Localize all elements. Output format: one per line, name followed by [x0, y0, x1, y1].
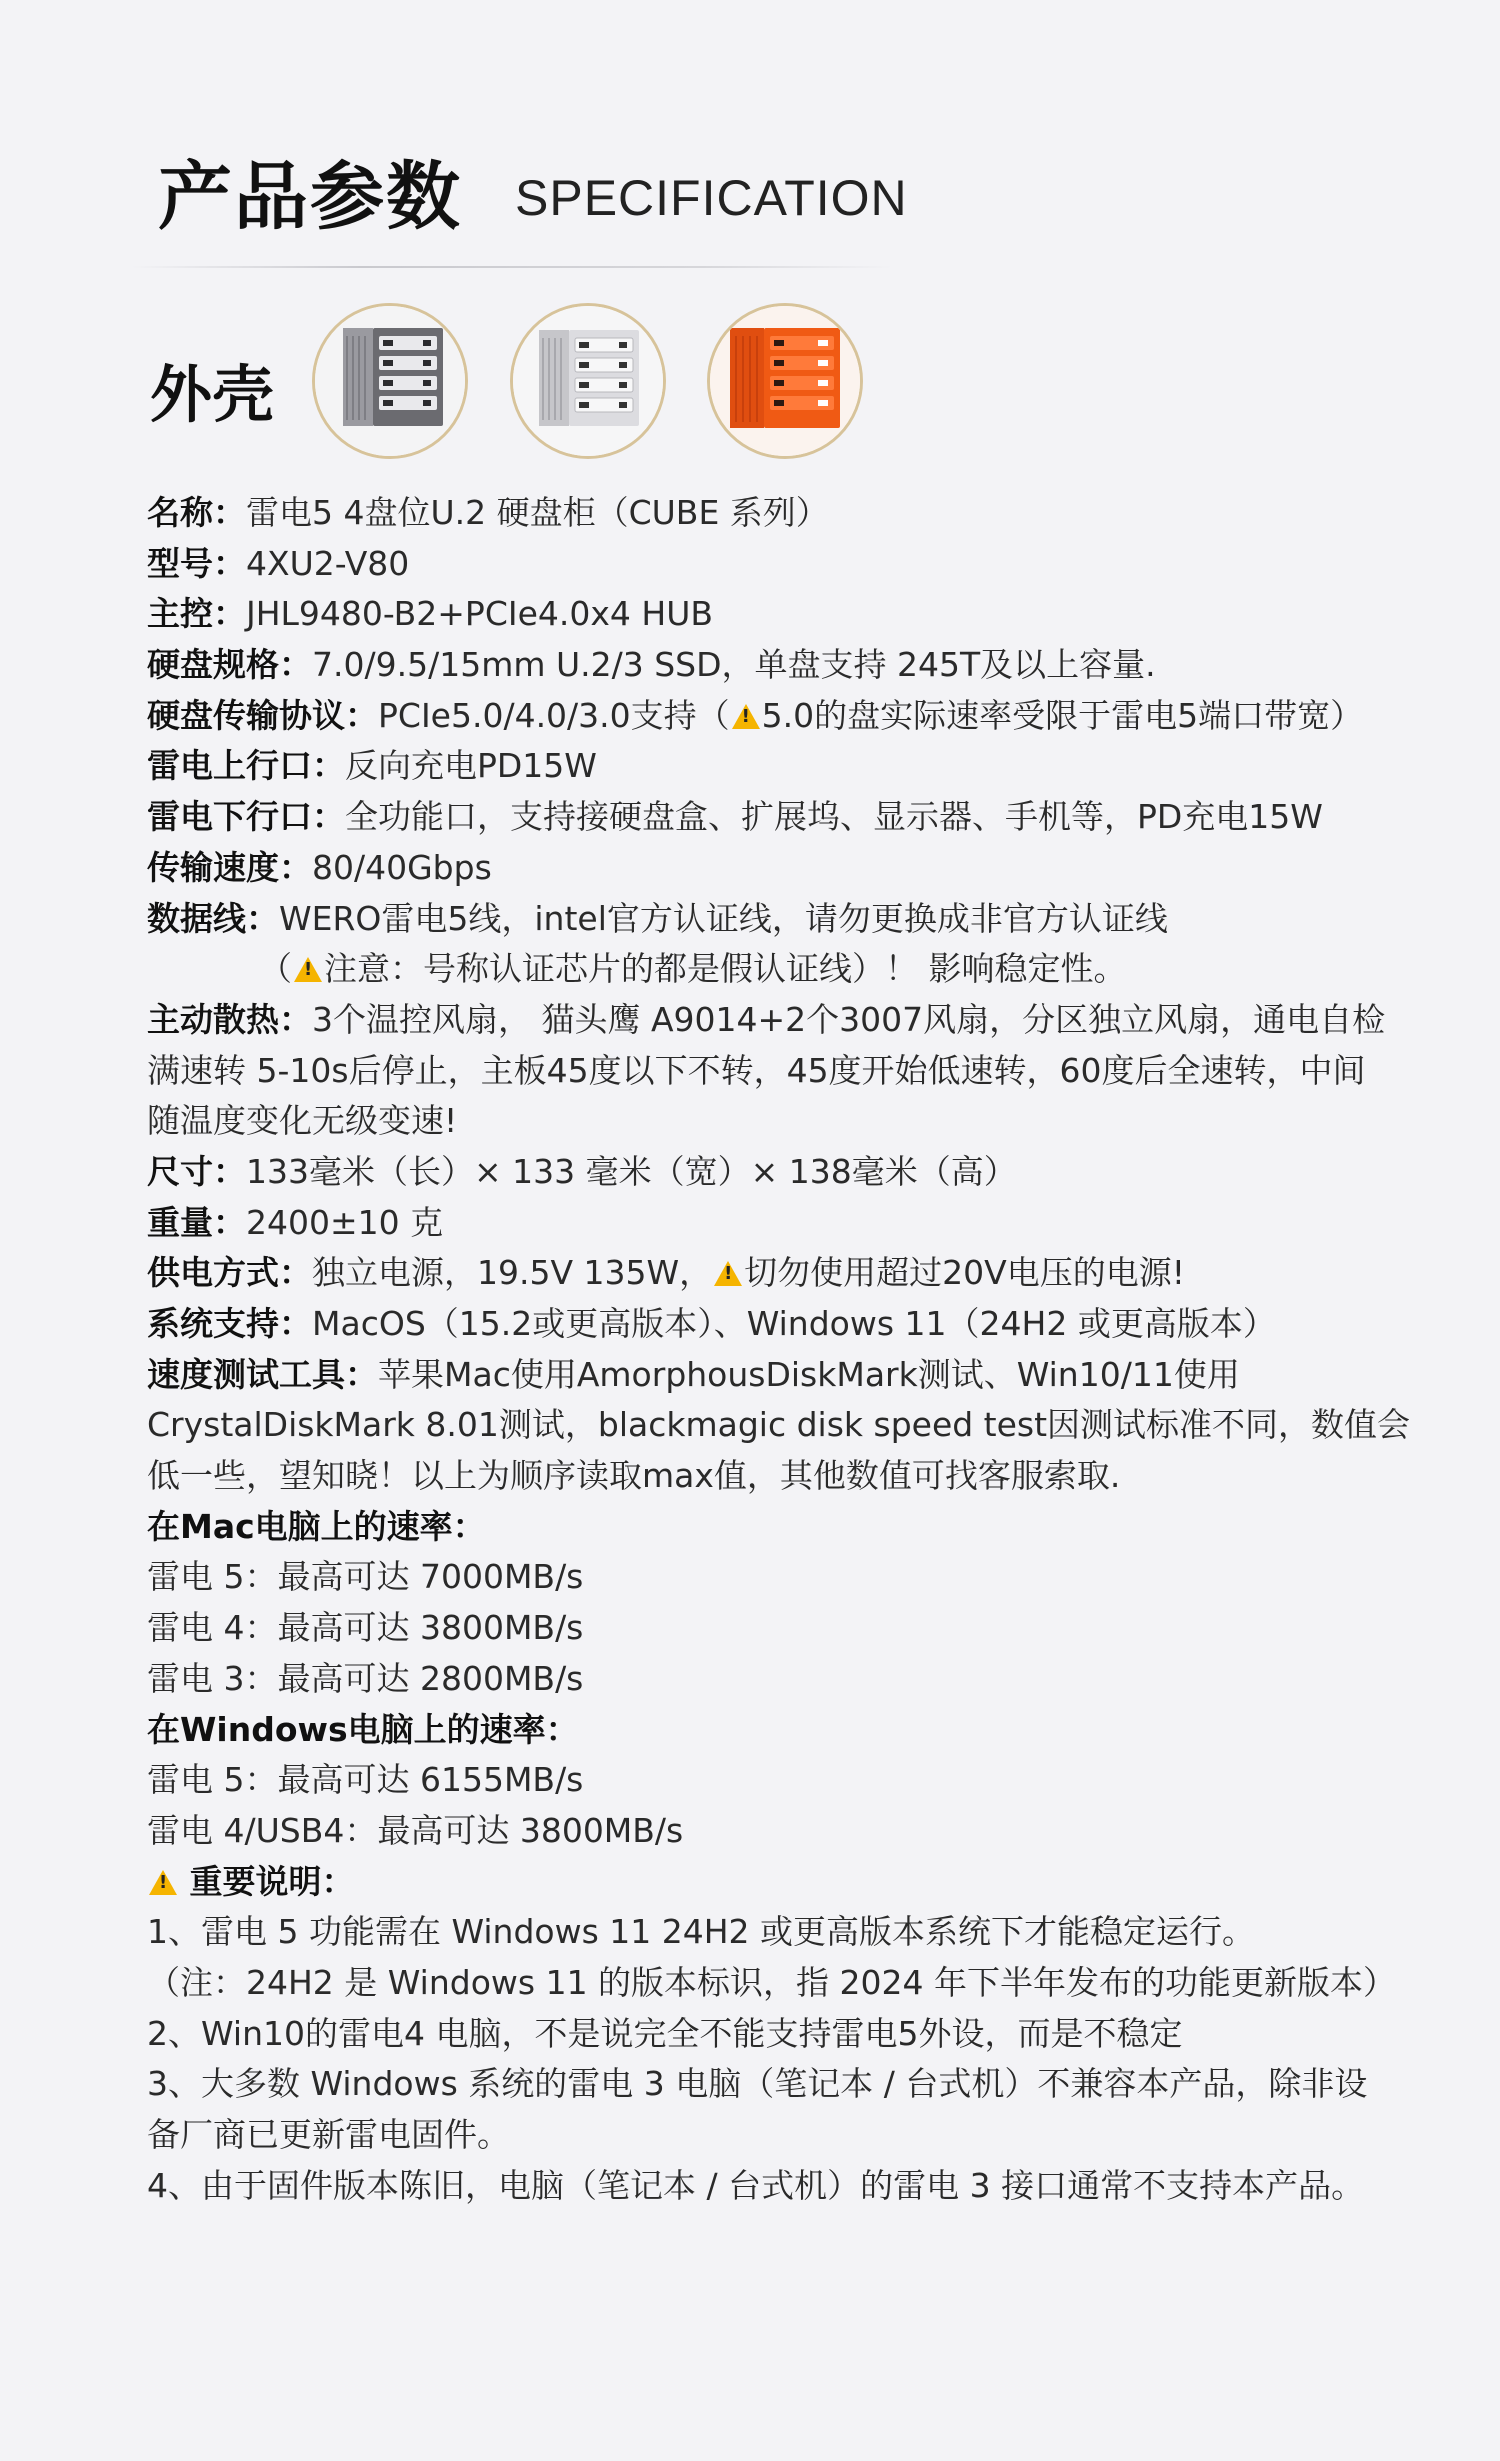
shell-section-title: 外壳: [150, 358, 275, 431]
mac-rates-title: 在Mac电脑上的速率：: [147, 1506, 486, 1546]
spec-cable-note: （! 注意：号称认证芯片的都是假认证线）！ 影响稳定性。: [147, 944, 1367, 995]
page-subtitle: SPECIFICATION: [515, 170, 908, 226]
silver-enclosure-icon: [510, 303, 666, 459]
orange-enclosure-icon: [707, 303, 863, 459]
spec-upstream: 雷电上行口：反向充电PD15W: [147, 746, 597, 786]
spec-os: 系统支持：MacOS（15.2或更高版本）、Windows 11（24H2 或更高版本）: [147, 1304, 1276, 1343]
note-item: （注：24H2 是 Windows 11 的版本标识，指 2024 年下半年发布的功能更新版本）: [147, 1962, 1397, 2002]
note-item: 4、由于固件版本陈旧，电脑（笔记本 / 台式机）的雷电 3 接口通常不支持本产品。: [147, 2165, 1365, 2205]
spec-model: 型号：4XU2-V80: [147, 543, 410, 583]
gray-enclosure-icon: [312, 303, 468, 459]
spec-controller: 主控：JHL9480-B2+PCIe4.0x4 HUB: [147, 594, 714, 634]
warning-icon: [714, 1261, 742, 1286]
spec-weight: 重量：2400±10 克: [147, 1202, 444, 1242]
windows-rates-title: 在Windows电脑上的速率：: [147, 1709, 579, 1749]
note-item: 2、Win10的雷电4 电脑，不是说完全不能支持雷电5外设，而是不稳定: [147, 2013, 1183, 2053]
spec-protocol: 硬盘传输协议：PCIe5.0/4.0/3.0支持（! 5.0的盘实际速率受限于雷电5端口带宽）: [147, 691, 1367, 742]
warning-icon: [294, 957, 322, 982]
note-item: 3、大多数 Windows 系统的雷电 3 电脑（笔记本 / 台式机）不兼容本产品，除非设: [147, 2064, 1368, 2104]
warning-icon: [732, 704, 760, 729]
spec-list: [147, 488, 1411, 2211]
spec-name: 名称：雷电5 4盘位U.2 硬盘柜（CUBE 系列）: [147, 493, 829, 532]
notes-title: ! 重要说明：: [147, 1857, 1367, 1908]
spec-cooling-2: 满速转 5-10s后停止，主板45度以下不转，45度开始低速转，60度后全速转，中间: [147, 1050, 1366, 1090]
spec-test-tool-3: 低一些，望知晓！以上为顺序读取max值，其他数值可找客服索取.: [147, 1456, 1121, 1496]
windows-rate-item: 雷电 4/USB4：最高可达 3800MB/s: [147, 1810, 684, 1850]
note-item: 备厂商已更新雷电固件。: [147, 2115, 510, 2154]
header-divider: [132, 266, 892, 268]
spec-test-tool: 速度测试工具：苹果Mac使用AmorphousDiskMark测试、Win10/11使用: [147, 1354, 1240, 1394]
mac-rate-item: 雷电 4：最高可达 3800MB/s: [147, 1608, 584, 1648]
spec-test-tool-2: CrystalDiskMark 8.01测试，blackmagic disk speed test因测试标准不同，数值会: [147, 1405, 1411, 1445]
spec-downstream: 雷电下行口：全功能口，支持接硬盘盒、扩展坞、显示器、手机等，PD充电15W: [147, 797, 1323, 837]
page-title: 产品参数: [158, 154, 462, 240]
spec-cooling-3: 随温度变化无级变速!: [147, 1101, 458, 1141]
mac-rate-item: 雷电 5：最高可达 7000MB/s: [147, 1557, 584, 1597]
warning-icon: [149, 1870, 177, 1895]
spec-cable: 数据线：WERO雷电5线，intel官方认证线，请勿更换成非官方认证线: [147, 898, 1168, 938]
spec-size: 尺寸：133毫米（长）× 133 毫米（宽）× 138毫米（高）: [147, 1151, 1017, 1191]
spec-disk: 硬盘规格：7.0/9.5/15mm U.2/3 SSD，单盘支持 245T及以上容量.: [147, 645, 1156, 685]
windows-rate-item: 雷电 5：最高可达 6155MB/s: [147, 1760, 584, 1800]
spec-speed: 传输速度：80/40Gbps: [147, 847, 492, 887]
spec-cooling: 主动散热：3个温控风扇， 猫头鹰 A9014+2个3007风扇，分区独立风扇，通电自检: [147, 999, 1386, 1039]
mac-rate-item: 雷电 3：最高可达 2800MB/s: [147, 1658, 584, 1698]
spec-power: 供电方式：独立电源，19.5V 135W，! 切勿使用超过20V电压的电源!: [147, 1248, 1367, 1299]
note-item: 1、雷电 5 功能需在 Windows 11 24H2 或更高版本系统下才能稳定运行。: [147, 1912, 1256, 1952]
